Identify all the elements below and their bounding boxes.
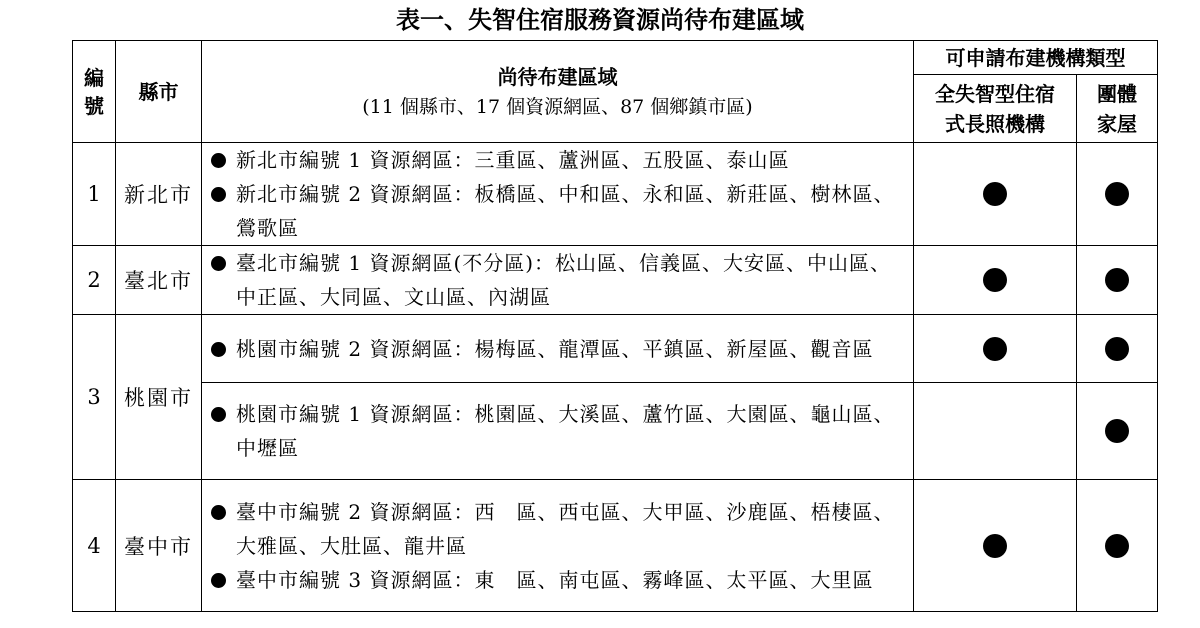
list-item — [206, 143, 909, 177]
type-b-cell — [1077, 315, 1158, 383]
list-item — [206, 563, 909, 597]
bullet-icon — [211, 153, 226, 168]
filled-circle-icon — [1105, 337, 1129, 361]
list-item-text: 臺中市編號 3 資源網區：東 區、南屯區、霧峰區、太平區、大里區 — [236, 567, 874, 592]
header-city: 縣市 — [116, 41, 202, 143]
header-type-b-line1: 團體 — [1097, 81, 1137, 106]
type-a-cell — [914, 246, 1077, 315]
list-item-text: 桃園市編號 1 資源網區：桃園區、大溪區、蘆竹區、大園區、龜山區、中壢區 — [236, 402, 895, 460]
row-areas — [202, 246, 914, 315]
list-item-text: 桃園市編號 2 資源網區：楊梅區、龍潭區、平鎮區、新屋區、觀音區 — [236, 336, 874, 361]
table-row — [73, 246, 1158, 315]
filled-circle-icon — [1105, 182, 1129, 206]
row-number: 3 — [73, 315, 116, 480]
bullet-icon — [211, 256, 226, 271]
list-item — [206, 246, 909, 314]
list-item-text: 新北市編號 1 資源網區：三重區、蘆洲區、五股區、泰山區 — [236, 148, 790, 172]
filled-circle-icon — [1105, 534, 1129, 558]
header-types: 可申請布建機構類型 — [914, 41, 1158, 75]
row-areas — [202, 480, 914, 612]
resource-table — [72, 40, 1158, 612]
type-a-cell — [914, 480, 1077, 612]
bullet-icon — [211, 505, 226, 520]
header-type-b — [1077, 75, 1158, 143]
filled-circle-icon — [983, 182, 1007, 206]
filled-circle-icon — [983, 534, 1007, 558]
row-number: 1 — [73, 143, 116, 246]
type-b-cell — [1077, 246, 1158, 315]
row-city: 臺中市 — [116, 480, 202, 612]
list-item — [206, 177, 909, 245]
row-city: 桃園市 — [116, 315, 202, 480]
bullet-icon — [211, 573, 226, 588]
header-areas-title: 尚待布建區域 — [497, 64, 618, 89]
header-number — [73, 41, 116, 143]
list-item-text: 新北市編號 2 資源網區：板橋區、中和區、永和區、新莊區、樹林區、鶯歌區 — [236, 182, 895, 240]
list-item — [206, 397, 909, 465]
table-row — [73, 315, 1158, 383]
header-type-a-line1: 全失智型住宿 — [935, 81, 1055, 106]
header-areas — [202, 41, 914, 143]
row-number: 2 — [73, 246, 116, 315]
header-number-line2: 號 — [84, 93, 104, 118]
bullet-icon — [211, 187, 226, 202]
type-b-cell — [1077, 143, 1158, 246]
header-number-line1: 編 — [84, 65, 104, 90]
filled-circle-icon — [1105, 268, 1129, 292]
header-type-a — [914, 75, 1077, 143]
header-type-b-line2: 家屋 — [1097, 111, 1137, 136]
row-city: 新北市 — [116, 143, 202, 246]
type-a-cell — [914, 315, 1077, 383]
filled-circle-icon — [983, 337, 1007, 361]
list-item — [206, 332, 909, 366]
list-item — [206, 495, 909, 563]
row-city: 臺北市 — [116, 246, 202, 315]
type-b-cell — [1077, 480, 1158, 612]
bullet-icon — [211, 407, 226, 422]
table-row — [73, 383, 1158, 480]
type-a-cell — [914, 143, 1077, 246]
table-row — [73, 480, 1158, 612]
filled-circle-icon — [983, 268, 1007, 292]
table-title: 表一、失智住宿服務資源尚待布建區域 — [396, 6, 804, 34]
header-areas-subtitle: (11 個縣市、17 個資源網區、87 個鄉鎮市區) — [362, 95, 753, 118]
type-b-cell — [1077, 383, 1158, 480]
row-areas — [202, 143, 914, 246]
row-number: 4 — [73, 480, 116, 612]
table-row — [73, 143, 1158, 246]
list-item-text: 臺北市編號 1 資源網區(不分區)：松山區、信義區、大安區、中山區、中正區、大同區、文山區、內湖區 — [236, 251, 892, 309]
row-areas — [202, 315, 914, 383]
list-item-text: 臺中市編號 2 資源網區：西 區、西屯區、大甲區、沙鹿區、梧棲區、大雅區、大肚區、龍井區 — [236, 499, 895, 558]
row-areas — [202, 383, 914, 480]
filled-circle-icon — [1105, 419, 1129, 443]
type-a-cell — [914, 383, 1077, 480]
bullet-icon — [211, 342, 226, 357]
header-type-a-line2: 式長照機構 — [945, 111, 1045, 136]
